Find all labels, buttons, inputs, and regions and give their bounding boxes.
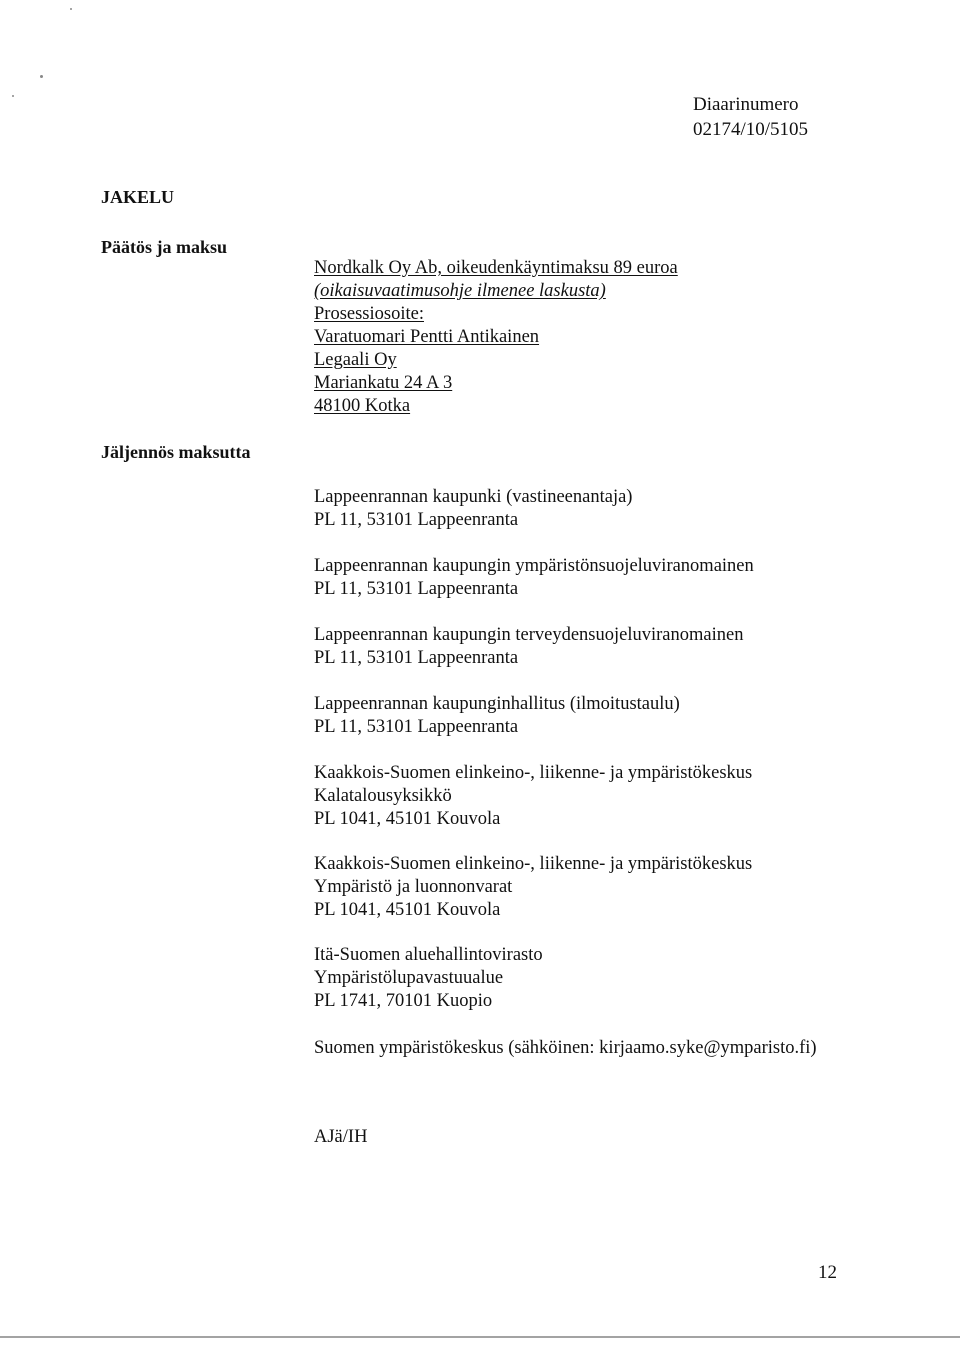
copy-recipient-line: PL 11, 53101 Lappeenranta	[314, 717, 519, 737]
copy-recipient-line: Ympäristölupavastuualue	[314, 968, 504, 988]
scan-speck	[12, 95, 14, 97]
jaljennos-heading: Jäljennös maksutta	[101, 442, 251, 462]
copy-recipient-line: PL 1041, 45101 Kouvola	[314, 809, 501, 829]
page-number: 12	[818, 1262, 837, 1283]
copy-recipient-line: Lappeenrannan kaupunki (vastineenantaja)	[314, 487, 633, 507]
scan-speck	[70, 8, 72, 10]
copy-recipient-line: PL 11, 53101 Lappeenranta	[314, 579, 519, 599]
copy-recipient-line: PL 1041, 45101 Kouvola	[314, 900, 501, 920]
scan-edge-line	[0, 1336, 960, 1338]
recipient-line: Varatuomari Pentti Antikainen	[314, 327, 540, 347]
copy-recipient-group	[314, 944, 543, 1013]
recipient-line: Prosessiosoite:	[314, 304, 424, 324]
copy-recipient-line: PL 11, 53101 Lappeenranta	[314, 648, 519, 668]
copy-recipient-group	[314, 624, 743, 670]
copy-recipient-line: Lappeenrannan kaupunginhallitus (ilmoitustaulu)	[314, 694, 680, 714]
recipient-line: Nordkalk Oy Ab, oikeudenkäyntimaksu 89 euroa	[314, 258, 678, 278]
copy-recipient-line: Suomen ympäristökeskus (sähköinen: kirjaamo.syke@ymparisto.fi)	[314, 1038, 817, 1058]
signature-initials: AJä/IH	[314, 1127, 368, 1147]
copy-recipient-group	[314, 555, 754, 601]
copy-recipient-line: Itä-Suomen aluehallintovirasto	[314, 945, 543, 965]
copy-recipient-group	[314, 693, 680, 739]
scan-speck	[40, 75, 43, 78]
jakelu-heading: JAKELU	[101, 187, 175, 207]
recipient-line: (oikaisuvaatimusohje ilmenee laskusta)	[314, 281, 606, 301]
paatos-heading: Päätös ja maksu	[101, 237, 228, 257]
copy-recipient-group	[314, 762, 752, 831]
copy-recipient-line: Ympäristö ja luonnonvarat	[314, 877, 513, 897]
copy-recipient-line: PL 1741, 70101 Kuopio	[314, 991, 493, 1011]
recipient-line: Mariankatu 24 A 3	[314, 373, 453, 393]
copy-recipient-line: Kaakkois-Suomen elinkeino-, liikenne- ja ympäristökeskus	[314, 854, 753, 874]
copy-recipient-line: PL 11, 53101 Lappeenranta	[314, 510, 519, 530]
copy-recipient-line: Lappeenrannan kaupungin ympäristönsuojeluviranomainen	[314, 556, 754, 576]
paatos-recipient-block	[314, 257, 678, 418]
copy-recipient-group	[314, 1037, 817, 1060]
diaarinumero-value: 02174/10/5105	[693, 119, 809, 140]
copy-recipient-line: Lappeenrannan kaupungin terveydensuojeluviranomainen	[314, 625, 744, 645]
diaarinumero-block	[693, 92, 808, 142]
diaarinumero-label: Diaarinumero	[693, 94, 799, 115]
recipient-line: 48100 Kotka	[314, 396, 411, 416]
recipient-line: Legaali Oy	[314, 350, 397, 370]
copy-recipient-line: Kaakkois-Suomen elinkeino-, liikenne- ja ympäristökeskus	[314, 763, 753, 783]
copy-recipient-line: Kalatalousyksikkö	[314, 786, 452, 806]
copy-recipient-group	[314, 853, 752, 922]
copy-recipient-group	[314, 486, 632, 532]
